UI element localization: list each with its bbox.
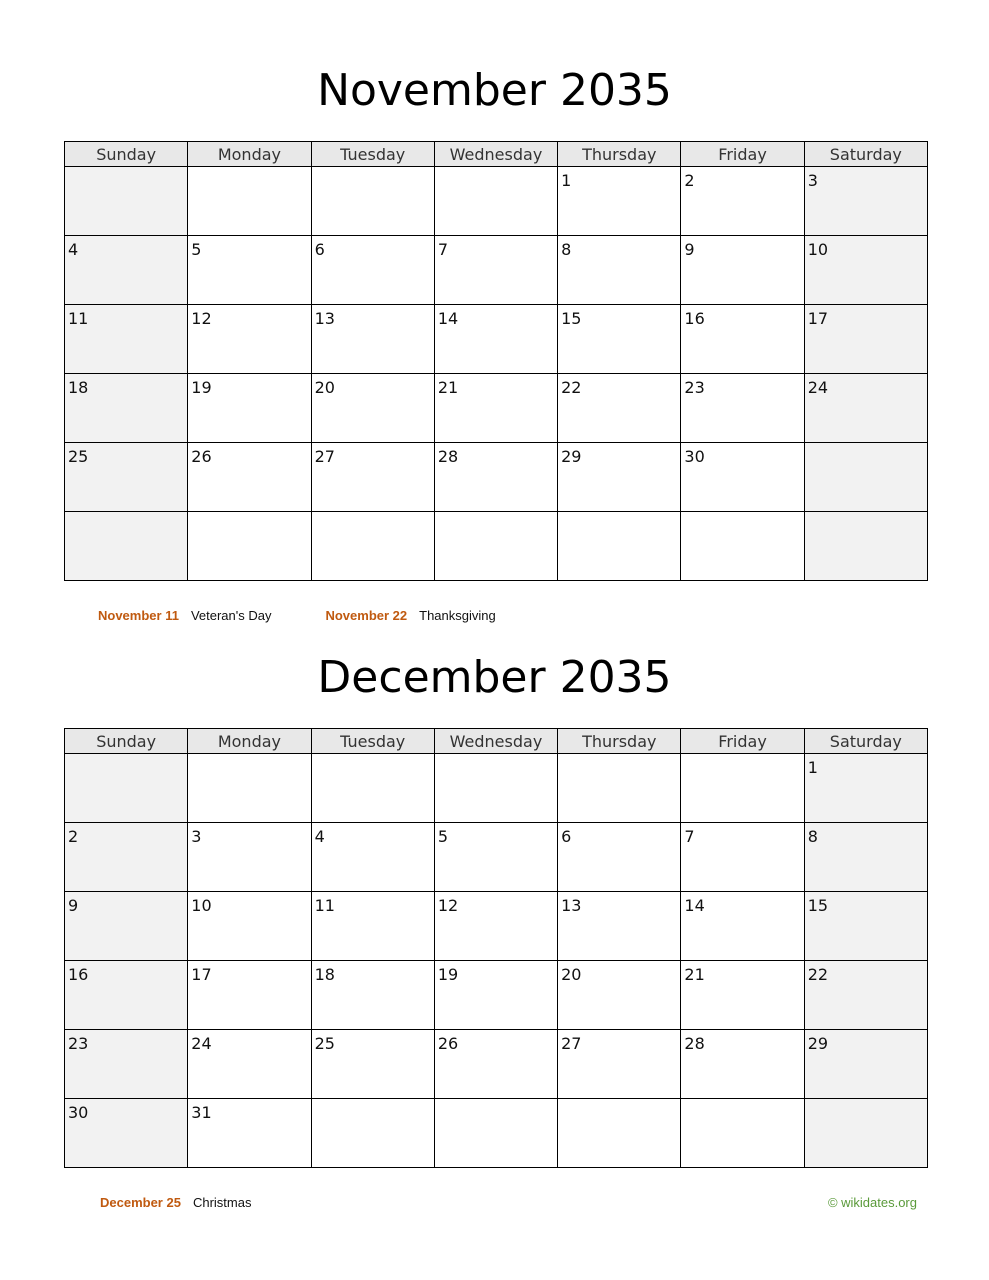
day-number: 11 [314,896,335,915]
day-number: 2 [684,171,695,190]
day-cell [188,512,311,581]
day-number [435,754,557,758]
day-cell [558,1099,681,1168]
day-cell [188,1030,311,1099]
weekday-header-thursday: Thursday [558,729,681,754]
day-number: 23 [68,1034,89,1053]
day-number: 25 [68,447,89,466]
day-cell [804,167,927,236]
day-number [188,754,310,758]
day-cell [558,961,681,1030]
holiday-name: Christmas [192,1195,252,1210]
day-number: 3 [807,171,818,190]
week-row [65,892,928,961]
day-cell [804,892,927,961]
day-number: 22 [561,378,582,397]
day-cell [311,892,434,961]
weekday-header-saturday: Saturday [804,142,927,167]
day-cell [558,892,681,961]
day-number: 15 [807,896,829,915]
day-cell [188,892,311,961]
day-cell [65,374,188,443]
weekday-header-monday: Monday [188,142,311,167]
day-cell [558,305,681,374]
day-number [312,512,434,516]
day-number: 27 [314,447,335,466]
day-cell [188,443,311,512]
day-number [558,1099,680,1103]
day-cell [681,961,804,1030]
day-number [435,512,557,516]
day-cell [188,754,311,823]
weekday-header-sunday: Sunday [65,729,188,754]
day-cell [681,754,804,823]
day-cell [65,236,188,305]
week-row [65,305,928,374]
day-cell [681,1030,804,1099]
holiday-date: November 22 [325,608,408,623]
day-number: 7 [684,827,695,846]
day-number: 12 [437,896,459,915]
day-number: 12 [191,309,212,328]
day-cell [434,892,557,961]
weekday-header-row [65,729,928,754]
day-number: 8 [807,827,818,846]
day-number [312,1099,434,1103]
day-cell [65,754,188,823]
weekday-header-friday: Friday [681,729,804,754]
day-number: 10 [807,240,829,259]
day-number [65,167,187,171]
day-number: 11 [68,309,89,328]
day-cell [434,961,557,1030]
weekday-header-thursday: Thursday [558,142,681,167]
day-cell [558,754,681,823]
day-number: 31 [191,1103,212,1122]
holiday-name: Thanksgiving [419,608,496,623]
day-number: 5 [191,240,202,259]
day-cell [804,512,927,581]
day-cell [681,892,804,961]
weekday-header-wednesday: Wednesday [434,729,557,754]
day-cell [804,823,927,892]
day-number [188,512,310,516]
holiday-item [100,1194,251,1212]
holiday-list [100,1194,305,1212]
day-number: 21 [437,378,459,397]
month-title: November 2035 [317,65,672,116]
day-number: 1 [807,758,818,777]
day-number: 20 [314,378,335,397]
day-cell [681,512,804,581]
day-number [65,512,187,516]
day-cell [188,823,311,892]
holiday-date: November 11 [98,608,179,623]
day-number: 7 [437,240,449,259]
day-number: 16 [68,965,89,984]
day-cell [681,167,804,236]
day-number: 2 [68,827,79,846]
day-number: 6 [561,827,572,846]
holiday-list [98,607,550,625]
day-cell [434,305,557,374]
day-cell [804,305,927,374]
day-number: 28 [437,447,459,466]
day-number [681,1099,803,1103]
day-cell [65,443,188,512]
day-cell [804,443,927,512]
day-number: 16 [684,309,705,328]
day-cell [558,1030,681,1099]
day-cell [65,512,188,581]
day-cell [558,236,681,305]
day-cell [558,512,681,581]
day-number [681,754,803,758]
week-row [65,823,928,892]
day-cell [188,305,311,374]
holiday-name: Veteran's Day [190,608,272,623]
day-cell [434,512,557,581]
week-row [65,961,928,1030]
day-cell [188,1099,311,1168]
site-credit[interactable]: © wikidates.org [827,1195,917,1210]
day-cell [434,374,557,443]
day-cell [434,1099,557,1168]
day-cell [804,236,927,305]
day-number [558,512,680,516]
day-number: 25 [314,1034,335,1053]
day-number: 15 [561,309,582,328]
weekday-header-sunday: Sunday [65,142,188,167]
day-cell [65,305,188,374]
day-cell [558,823,681,892]
holiday-item [325,607,495,625]
week-row [65,512,928,581]
day-number [558,754,680,758]
calendar-grid-december [64,728,928,1168]
day-cell [65,1030,188,1099]
day-number: 23 [684,378,705,397]
day-cell [311,823,434,892]
day-cell [311,167,434,236]
week-row [65,754,928,823]
day-cell [434,823,557,892]
day-cell [434,1030,557,1099]
day-cell [311,961,434,1030]
month-title: December 2035 [317,652,672,703]
week-row [65,443,928,512]
day-cell [558,167,681,236]
weekday-header-saturday: Saturday [804,729,927,754]
day-cell [311,374,434,443]
weekday-header-row [65,142,928,167]
day-number [312,167,434,171]
day-cell [804,374,927,443]
weekday-header-tuesday: Tuesday [311,142,434,167]
week-row [65,1030,928,1099]
day-cell [311,443,434,512]
day-number: 9 [68,896,79,915]
day-number: 14 [684,896,705,915]
day-number: 30 [684,447,705,466]
day-cell [188,961,311,1030]
day-number: 19 [437,965,459,984]
day-cell [188,374,311,443]
day-cell [188,167,311,236]
day-cell [311,512,434,581]
day-number [805,443,927,447]
week-row [65,374,928,443]
day-cell [681,443,804,512]
day-number: 21 [684,965,705,984]
day-number: 1 [561,171,572,190]
day-number: 22 [807,965,829,984]
day-number [681,512,803,516]
day-number: 13 [314,309,335,328]
day-number [435,167,557,171]
day-cell [681,823,804,892]
day-number: 4 [68,240,79,259]
day-number: 17 [807,309,829,328]
day-cell [681,236,804,305]
day-number [805,512,927,516]
day-number: 3 [191,827,202,846]
day-cell [804,961,927,1030]
day-cell [65,823,188,892]
weekday-header-friday: Friday [681,142,804,167]
weekday-header-wednesday: Wednesday [434,142,557,167]
day-number: 4 [314,827,325,846]
day-number: 10 [191,896,212,915]
day-cell [311,754,434,823]
day-number: 26 [437,1034,459,1053]
day-cell [804,1030,927,1099]
day-cell [65,961,188,1030]
day-number: 24 [807,378,829,397]
day-number: 14 [437,309,459,328]
week-row [65,167,928,236]
weekday-header-monday: Monday [188,729,311,754]
day-cell [558,374,681,443]
day-number: 17 [191,965,212,984]
holiday-item [98,607,271,625]
holiday-date: December 25 [100,1195,181,1210]
day-number [65,754,187,758]
day-number [312,754,434,758]
week-row [65,1099,928,1168]
day-number: 19 [191,378,212,397]
day-cell [311,1099,434,1168]
day-number: 30 [68,1103,89,1122]
day-cell [188,236,311,305]
day-number: 26 [191,447,212,466]
day-number [188,167,310,171]
day-cell [434,754,557,823]
calendar-grid-november [64,141,928,581]
day-number: 9 [684,240,695,259]
day-cell [804,754,927,823]
day-cell [434,236,557,305]
day-cell [311,1030,434,1099]
day-cell [681,374,804,443]
day-cell [311,236,434,305]
day-number: 29 [561,447,582,466]
day-cell [804,1099,927,1168]
day-cell [65,892,188,961]
day-number: 29 [807,1034,829,1053]
day-number: 13 [561,896,582,915]
day-number: 6 [314,240,325,259]
day-cell [311,305,434,374]
day-cell [434,443,557,512]
day-cell [681,1099,804,1168]
day-cell [434,167,557,236]
week-row [65,236,928,305]
day-number: 27 [561,1034,582,1053]
day-number: 24 [191,1034,212,1053]
day-number: 18 [314,965,335,984]
day-cell [558,443,681,512]
day-number [805,1099,927,1103]
day-cell [681,305,804,374]
day-cell [65,1099,188,1168]
day-number: 18 [68,378,89,397]
day-number: 5 [437,827,449,846]
weekday-header-tuesday: Tuesday [311,729,434,754]
day-number: 20 [561,965,582,984]
day-cell [65,167,188,236]
day-number [435,1099,557,1103]
day-number: 28 [684,1034,705,1053]
day-number: 8 [561,240,572,259]
